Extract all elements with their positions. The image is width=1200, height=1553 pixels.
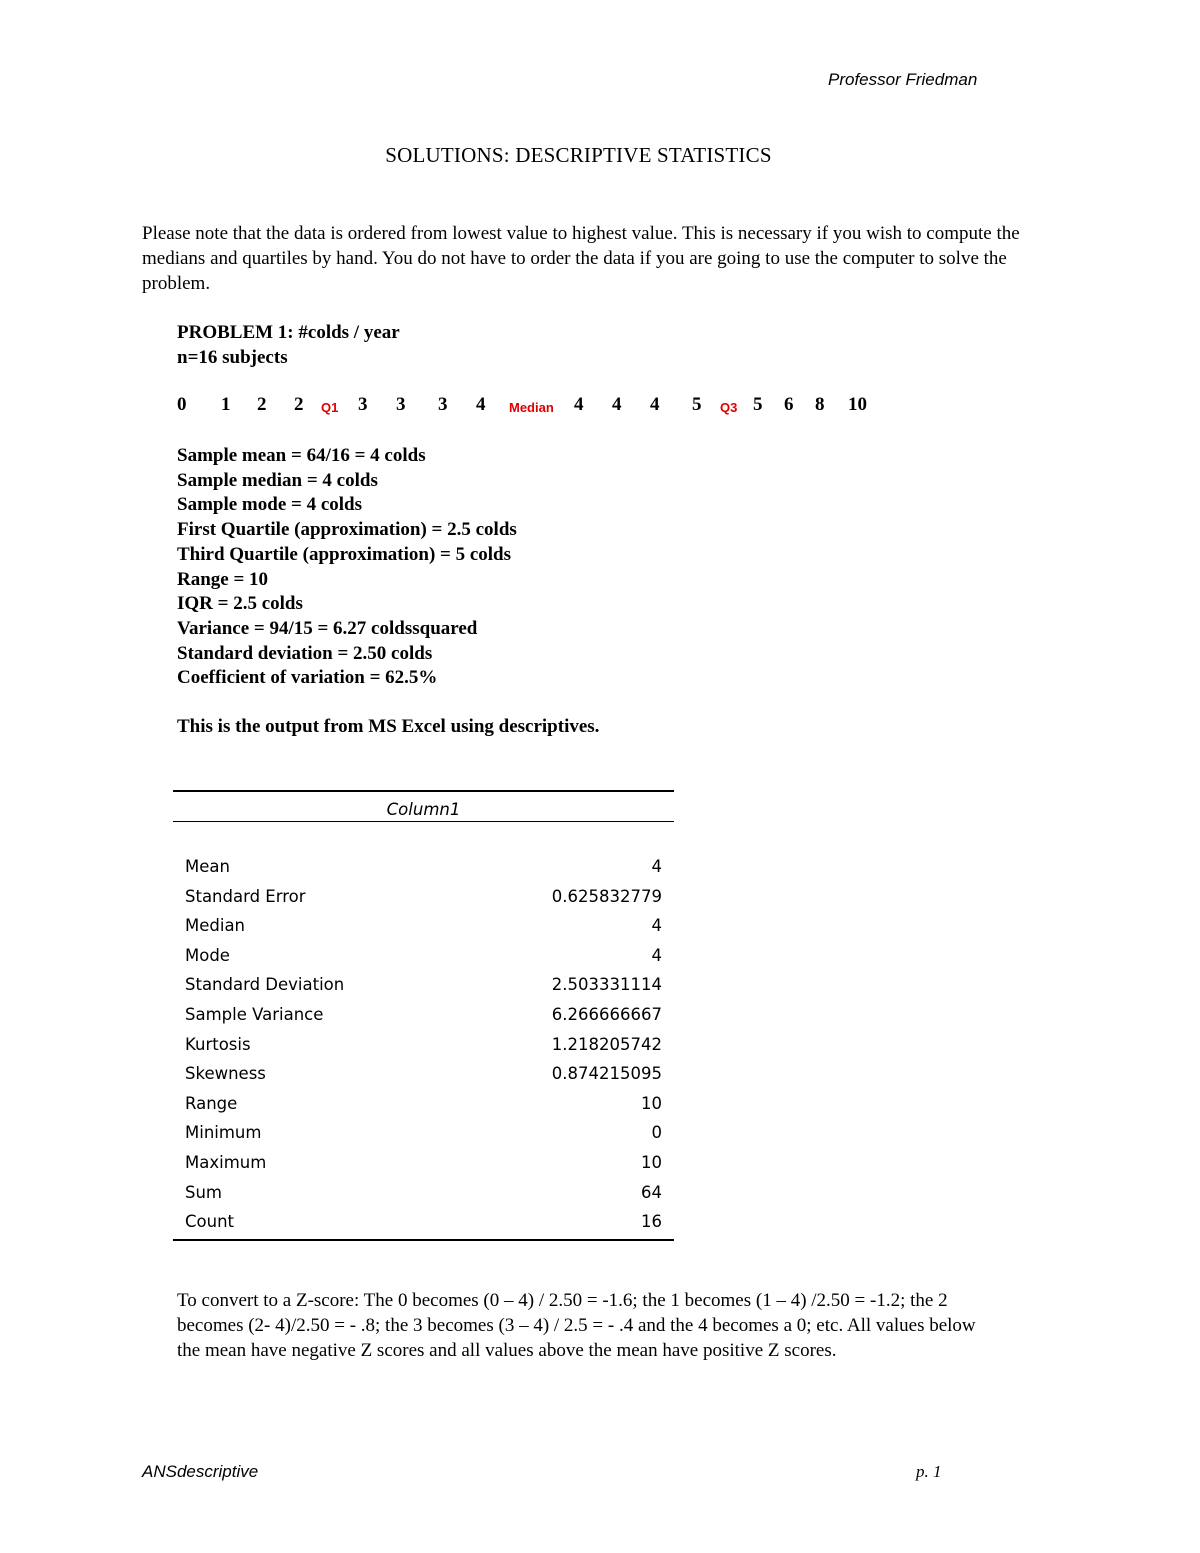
- problem-heading: PROBLEM 1: #colds / year: [177, 322, 400, 343]
- stat-line: Coefficient of variation = 62.5%: [177, 667, 438, 689]
- row-label: Standard Error: [185, 886, 306, 906]
- row-value: 6.266666667: [551, 1004, 662, 1024]
- row-label: Skewness: [185, 1064, 266, 1084]
- row-label: Maximum: [185, 1152, 267, 1172]
- table-row: [173, 882, 674, 912]
- row-value: 4: [651, 916, 662, 936]
- table-row: [173, 1089, 674, 1119]
- median-marker: Median: [509, 400, 554, 415]
- stat-line: Sample median = 4 colds: [177, 469, 378, 491]
- sample-size: n=16 subjects: [177, 347, 288, 368]
- table-row: [173, 1207, 674, 1237]
- footer-page-number: p. 1: [916, 1462, 942, 1481]
- problem-heading-block: [177, 320, 400, 370]
- zscore-paragraph: To convert to a Z-score: The 0 becomes (0 – 4) / 2.50 = -1.6; the 1 becomes (1 – 4) /2.50 = -1.2; the 2 becomes (2- 4)/2.50 = - .8; the 3 becomes (3 – 4) / 2.5 = - .4 and the 4 becomes a 0; etc. All values below the mean have negative Z scores and all values above the mean have positive Z scores.: [177, 1290, 976, 1361]
- data-value: 4: [612, 394, 622, 415]
- row-label: Kurtosis: [185, 1034, 251, 1054]
- q1-marker: Q1: [321, 400, 339, 415]
- excel-output-intro: This is the output from MS Excel using descriptives.: [177, 716, 600, 737]
- stat-line: Standard deviation = 2.50 colds: [177, 642, 433, 664]
- row-label: Standard Deviation: [185, 975, 345, 995]
- table-row: [173, 1148, 674, 1178]
- stat-line: Variance = 94/15 = 6.27 coldssquared: [177, 617, 478, 639]
- data-value: 3: [358, 394, 368, 415]
- data-value: 10: [848, 394, 867, 415]
- data-value: 5: [692, 394, 702, 415]
- data-value: 2: [294, 394, 304, 415]
- row-label: Count: [185, 1212, 235, 1232]
- row-value: 10: [641, 1152, 662, 1172]
- data-value: 5: [753, 394, 763, 415]
- column-header: Column1: [173, 792, 674, 822]
- row-value: 0.874215095: [551, 1064, 662, 1084]
- row-label: Mode: [185, 945, 230, 965]
- intro-paragraph: Please note that the data is ordered from lowest value to highest value. This is necessary if you wish to compute the medians and quartiles by hand. You do not have to order the data if you are going to use the computer to solve the problem.: [142, 223, 1020, 294]
- row-label: Range: [185, 1093, 238, 1113]
- table-row: [173, 1178, 674, 1208]
- table-row: [173, 970, 674, 1000]
- row-label: Sum: [185, 1182, 223, 1202]
- stat-line: Third Quartile (approximation) = 5 colds: [177, 543, 512, 565]
- data-value: 4: [574, 394, 584, 415]
- footer-filename: ANSdescriptive: [142, 1462, 259, 1481]
- stat-line: Sample mean = 64/16 = 4 colds: [177, 445, 426, 466]
- data-value: 6: [784, 394, 794, 415]
- table-row: [173, 941, 674, 971]
- row-value: 4: [651, 857, 662, 876]
- stat-line: IQR = 2.5 colds: [177, 593, 303, 615]
- excel-descriptives-table: [173, 790, 674, 1241]
- author-header: Professor Friedman: [828, 70, 978, 89]
- row-value: 2.503331114: [551, 975, 662, 995]
- page-title: SOLUTIONS: DESCRIPTIVE STATISTICS: [385, 143, 772, 167]
- data-value: 2: [257, 394, 267, 415]
- data-value: 4: [476, 394, 486, 415]
- table-row: [173, 1118, 674, 1148]
- data-value: 3: [396, 394, 406, 415]
- row-label: Mean: [185, 857, 230, 876]
- row-value: 0: [651, 1123, 662, 1143]
- row-value: 1.218205742: [551, 1034, 662, 1054]
- row-value: 0.625832779: [551, 886, 662, 906]
- row-value: 10: [641, 1093, 662, 1113]
- q3-marker: Q3: [720, 400, 738, 415]
- table-row: [173, 1000, 674, 1030]
- table-row: [173, 1030, 674, 1060]
- row-value: 16: [641, 1212, 662, 1232]
- table-row: [173, 852, 674, 882]
- data-value: 8: [815, 394, 825, 415]
- row-label: Minimum: [185, 1123, 262, 1143]
- stat-line: Range = 10: [177, 568, 269, 590]
- data-value: 3: [438, 394, 448, 415]
- data-value: 4: [650, 394, 660, 415]
- stat-line: Sample mode = 4 colds: [177, 494, 362, 516]
- data-value: 1: [221, 394, 231, 415]
- data-value: 0: [177, 394, 187, 415]
- row-label: Sample Variance: [185, 1004, 324, 1024]
- table-bottom-rule: [173, 1239, 674, 1241]
- table-row: [173, 1059, 674, 1089]
- statistics-list: [177, 444, 517, 691]
- table-row: [173, 911, 674, 941]
- row-label: Median: [185, 916, 246, 936]
- stat-line: First Quartile (approximation) = 2.5 colds: [177, 519, 517, 541]
- ordered-data-row: [177, 394, 897, 420]
- row-value: 4: [651, 945, 662, 965]
- row-value: 64: [641, 1182, 662, 1202]
